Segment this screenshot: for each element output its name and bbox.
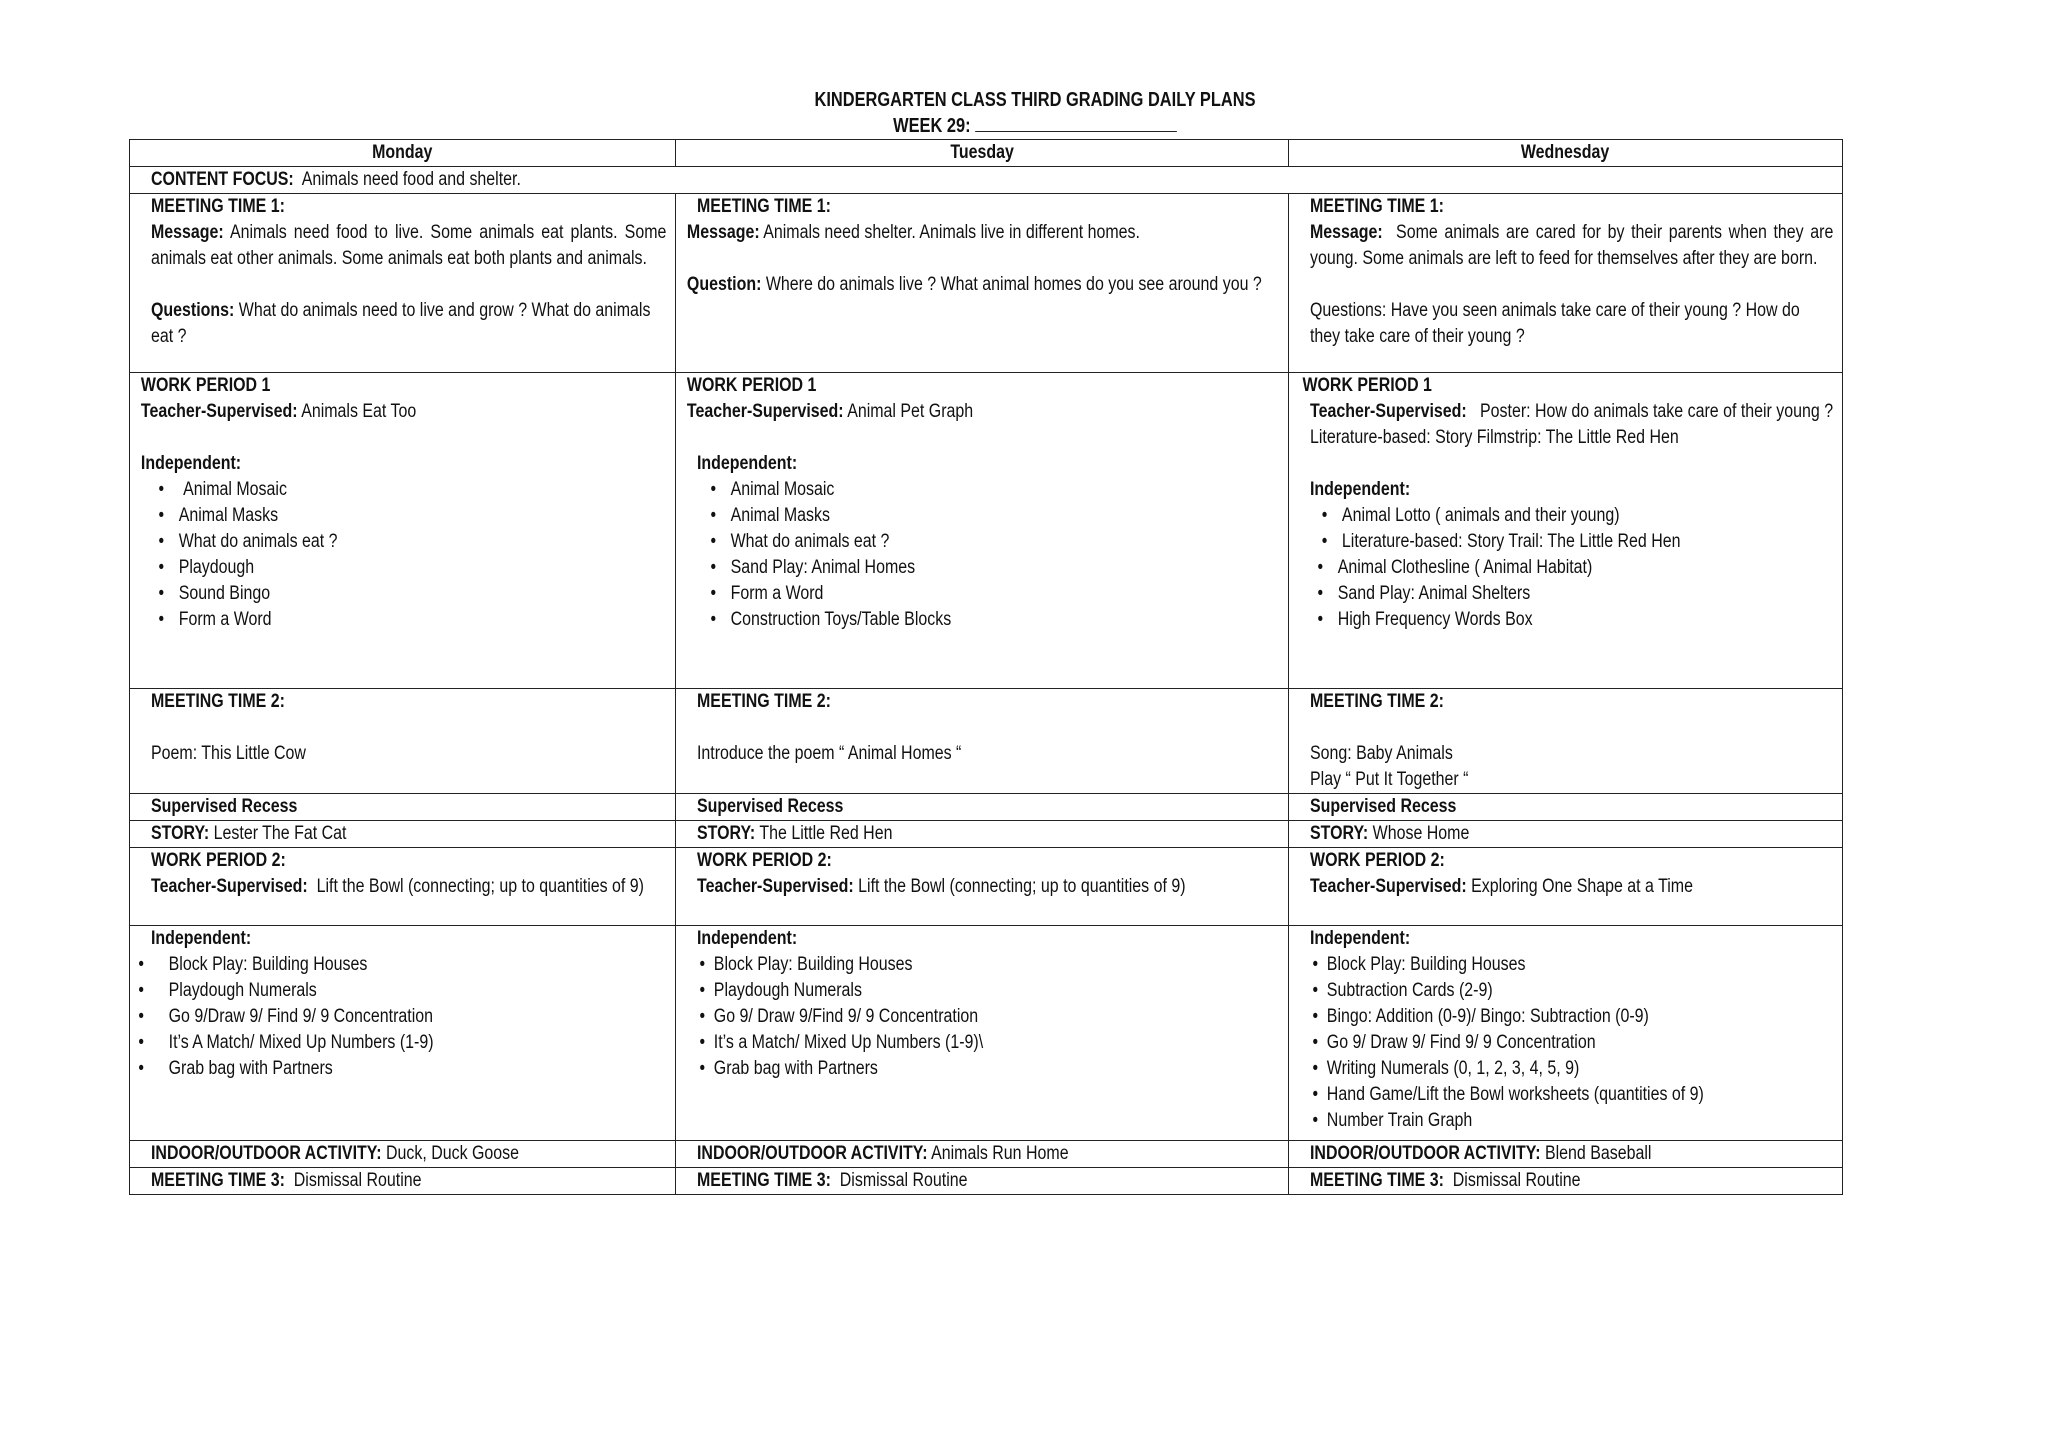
meeting-1-tuesday-question: Where do animals live ? What animal homes do you see around you ? <box>765 274 1262 295</box>
meeting-3-tuesday-cell: MEETING TIME 3: Dismissal Routine <box>676 1168 1289 1195</box>
list-item: • Animal Lotto ( animals and their young) <box>1321 505 1620 526</box>
work-period-2-independent-row <box>130 926 1843 1141</box>
list-item: • Sand Play: Animal Homes <box>710 557 916 578</box>
work-1-wednesday-list <box>1296 503 1834 633</box>
list-item: • Writing Numerals (0, 1, 2, 3, 4, 5, 9) <box>1312 1058 1580 1079</box>
work-period-1-label: WORK PERIOD 1 <box>140 375 271 396</box>
list-item: • Animal Masks <box>710 505 830 526</box>
indoor-wednesday-cell: INDOOR/OUTDOOR ACTIVITY: Blend Baseball <box>1289 1141 1843 1168</box>
list-item: • Bingo: Addition (0-9)/ Bingo: Subtraction (0-9) <box>1312 1006 1649 1027</box>
list-item: • Animal Mosaic <box>158 479 287 500</box>
day-header-monday: Monday <box>130 140 676 167</box>
work-1-wednesday-ts: Poster: How do animals take care of their young ? <box>1480 401 1834 422</box>
indoor-outdoor-row <box>130 1141 1843 1168</box>
day-header-row <box>130 140 1843 167</box>
meeting-1-tuesday-message: Animals need shelter. Animals live in different homes. <box>763 222 1140 243</box>
list-item: • Playdough Numerals <box>699 980 862 1001</box>
meeting-2-tuesday-cell: MEETING TIME 2: Introduce the poem “ Animal Homes “ <box>676 689 1289 794</box>
list-item: • Block Play: Building Houses <box>138 954 368 975</box>
recess-wednesday-cell: Supervised Recess <box>1289 794 1843 821</box>
meeting-2-wednesday-text-2: Play “ Put It Together “ <box>1310 769 1469 790</box>
work-period-2-label: WORK PERIOD 2: <box>151 850 286 871</box>
list-item: • Go 9/ Draw 9/Find 9/ 9 Concentration <box>699 1006 979 1027</box>
work-2-monday-cell: WORK PERIOD 2: Teacher-Supervised: Lift the Bowl (connecting; up to quantities of 9) <box>130 848 676 926</box>
meeting-3-monday-cell: MEETING TIME 3: Dismissal Routine <box>130 1168 676 1195</box>
work-1-wednesday-cell: WORK PERIOD 1 Teacher-Supervised: Poster: How do animals take care of their young ? Literature-based: Story Filmstrip: The Little Red Hen Independent: • Animal Lotto ( animals and their young) • Literature-based: Story Trail: The Little Red Hen • Animal Clothesline ( Animal Habitat) • Sand Play: Animal Shelters • High Frequency Words Box <box>1289 373 1843 689</box>
work-period-1-row <box>130 373 1843 689</box>
list-item: • Form a Word <box>710 583 824 604</box>
day-header-tuesday: Tuesday <box>676 140 1289 167</box>
work-1-tuesday-list <box>687 477 1279 633</box>
list-item: • Literature-based: Story Trail: The Little Red Hen <box>1321 531 1681 552</box>
story-wednesday-cell: STORY: Whose Home <box>1289 821 1843 848</box>
meeting-time-1-row <box>130 194 1843 373</box>
day-header-wednesday: Wednesday <box>1289 140 1843 167</box>
list-item: • Go 9/ Draw 9/ Find 9/ 9 Concentration <box>1312 1032 1596 1053</box>
meeting-1-wednesday-cell: MEETING TIME 1: Message: Some animals are cared for by their parents when they are young. Some animals are left to feed for themselves after they are born. Questions: Have you seen animals take care of their young ? How do they take care of their young ? <box>1289 194 1843 373</box>
list-item: • What do animals eat ? <box>158 531 338 552</box>
meeting-1-monday-message: Animals need food to live. Some animals eat plants. Some animals eat other animals. Some animals eat both plants and animals. <box>151 222 667 269</box>
list-item: • It’s a Match/ Mixed Up Numbers (1-9)\ <box>699 1032 984 1053</box>
list-item: • Playdough Numerals <box>138 980 317 1001</box>
list-item: • High Frequency Words Box <box>1317 609 1533 630</box>
week-line <box>186 113 1883 138</box>
indoor-tuesday-cell: INDOOR/OUTDOOR ACTIVITY: Animals Run Home <box>676 1141 1289 1168</box>
work-2-tuesday-independent-cell: Independent: • Block Play: Building Houses • Playdough Numerals • Go 9/ Draw 9/Find 9/ 9 Concentration • It’s a Match/ Mixed Up Numbers (1-9)\ • Grab bag with Partners <box>676 926 1289 1141</box>
daily-plan-table <box>129 139 1843 1195</box>
meeting-1-monday-question: What do animals need to live and grow ? What do animals eat ? <box>151 300 651 347</box>
meeting-time-3-row <box>130 1168 1843 1195</box>
work-2-wednesday-independent-cell: Independent: • Block Play: Building Houses • Subtraction Cards (2-9) • Bingo: Addition (0-9)/ Bingo: Subtraction (0-9) • Go 9/ Draw 9/ Find 9/ 9 Concentration • Writing Numerals (0, 1, 2, 3, 4, 5, 9) • Hand Game/Lift the Bowl worksheets (quantities of 9) • Number Train Graph <box>1289 926 1843 1141</box>
recess-tuesday-cell: Supervised Recess <box>676 794 1289 821</box>
work-2-wednesday-cell: WORK PERIOD 2: Teacher-Supervised: Exploring One Shape at a Time <box>1289 848 1843 926</box>
work-2-wednesday-list <box>1310 952 1833 1134</box>
work-2-tuesday-cell: WORK PERIOD 2: Teacher-Supervised: Lift the Bowl (connecting; up to quantities of 9) <box>676 848 1289 926</box>
meeting-2-wednesday-text-1: Song: Baby Animals <box>1310 743 1453 764</box>
document-title: KINDERGARTEN CLASS THIRD GRADING DAILY PLANS <box>814 89 1256 111</box>
list-item: • It’s A Match/ Mixed Up Numbers (1-9) <box>138 1032 434 1053</box>
meeting-1-tuesday-cell: MEETING TIME 1: Message: Animals need shelter. Animals live in different homes. Question: Where do animals live ? What animal homes do you see around you ? <box>676 194 1289 373</box>
work-1-wednesday-lit: Literature-based: Story Filmstrip: The Little Red Hen <box>1310 427 1679 448</box>
recess-monday-cell: Supervised Recess <box>130 794 676 821</box>
list-item: • Number Train Graph <box>1312 1110 1473 1131</box>
content-focus-cell <box>130 167 1843 194</box>
work-2-monday-ts: Lift the Bowl (connecting; up to quantities of 9) <box>316 876 644 897</box>
content-focus-text: Animals need food and shelter. <box>301 169 521 190</box>
indoor-monday-cell: INDOOR/OUTDOOR ACTIVITY: Duck, Duck Goose <box>130 1141 676 1168</box>
work-2-monday-list <box>138 952 666 1082</box>
work-1-tuesday-cell: WORK PERIOD 1 Teacher-Supervised: Animal Pet Graph Independent: • Animal Mosaic • Animal Masks • What do animals eat ? • Sand Play: Animal Homes • Form a Word • Construction Toys/Table Blocks <box>676 373 1289 689</box>
week-label: WEEK 29: <box>893 115 971 137</box>
meeting-2-monday-cell <box>130 689 676 794</box>
list-item: • Block Play: Building Houses <box>699 954 913 975</box>
list-item: • Hand Game/Lift the Bowl worksheets (quantities of 9) <box>1312 1084 1704 1105</box>
list-item: • Go 9/Draw 9/ Find 9/ 9 Concentration <box>138 1006 434 1027</box>
list-item: • Form a Word <box>158 609 272 630</box>
work-2-tuesday-ts: Lift the Bowl (connecting; up to quantities of 9) <box>858 876 1186 897</box>
list-item: • What do animals eat ? <box>710 531 890 552</box>
list-item: • Subtraction Cards (2-9) <box>1312 980 1493 1001</box>
work-1-monday-ts: Animals Eat Too <box>301 401 417 422</box>
list-item: • Animal Clothesline ( Animal Habitat) <box>1317 557 1593 578</box>
week-blank-line <box>975 113 1177 132</box>
list-item: • Grab bag with Partners <box>699 1058 878 1079</box>
recess-row <box>130 794 1843 821</box>
content-focus-row <box>130 167 1843 194</box>
work-2-wednesday-ts: Exploring One Shape at a Time <box>1471 876 1693 897</box>
work-1-monday-list <box>141 477 666 633</box>
story-tuesday-cell: STORY: The Little Red Hen <box>676 821 1289 848</box>
story-monday-cell: STORY: Lester The Fat Cat <box>130 821 676 848</box>
meeting-time-2-row <box>130 689 1843 794</box>
meeting-1-monday-cell: MEETING TIME 1: Message: Animals need food to live. Some animals eat plants. Some animals eat other animals. Some animals eat both plants and animals. Questions: What do animals need to live and grow ? What do animals eat ? <box>130 194 676 373</box>
list-item: • Construction Toys/Table Blocks <box>710 609 952 630</box>
work-2-tuesday-list <box>697 952 1279 1082</box>
meeting-2-monday-text: Poem: This Little Cow <box>151 743 306 764</box>
meeting-3-wednesday-cell: MEETING TIME 3: Dismissal Routine <box>1289 1168 1843 1195</box>
list-item: • Playdough <box>158 557 255 578</box>
meeting-2-label: MEETING TIME 2: <box>151 691 285 712</box>
story-row <box>130 821 1843 848</box>
content-focus-label: CONTENT FOCUS: <box>151 169 294 190</box>
list-item: • Animal Mosaic <box>710 479 835 500</box>
meeting-1-wednesday-message: Some animals are cared for by their parents when they are young. Some animals are left to feed for themselves after they are born. <box>1310 222 1834 269</box>
meeting-1-wednesday-question: Questions: Have you seen animals take care of their young ? How do they take care of their young ? <box>1310 300 1800 347</box>
list-item: • Grab bag with Partners <box>138 1058 333 1079</box>
work-1-tuesday-ts: Animal Pet Graph <box>847 401 974 422</box>
list-item: • Animal Masks <box>158 505 279 526</box>
work-period-2-row <box>130 848 1843 926</box>
meeting-1-label: MEETING TIME 1: <box>151 196 285 217</box>
meeting-2-tuesday-text: Introduce the poem “ Animal Homes “ <box>697 743 962 764</box>
meeting-2-wednesday-cell: MEETING TIME 2: Song: Baby Animals Play “ Put It Together “ <box>1289 689 1843 794</box>
work-2-monday-independent-cell: Independent: • Block Play: Building Houses • Playdough Numerals • Go 9/Draw 9/ Find 9/ 9 Concentration • It’s A Match/ Mixed Up Numbers (1-9) • Grab bag with Partners <box>130 926 676 1141</box>
list-item: • Sound Bingo <box>158 583 271 604</box>
work-1-monday-cell: WORK PERIOD 1 Teacher-Supervised: Animals Eat Too Independent: • Animal Mosaic • Animal Masks • What do animals eat ? • Playdough • Sound Bingo • Form a Word <box>130 373 676 689</box>
list-item: • Sand Play: Animal Shelters <box>1317 583 1531 604</box>
list-item: • Block Play: Building Houses <box>1312 954 1526 975</box>
